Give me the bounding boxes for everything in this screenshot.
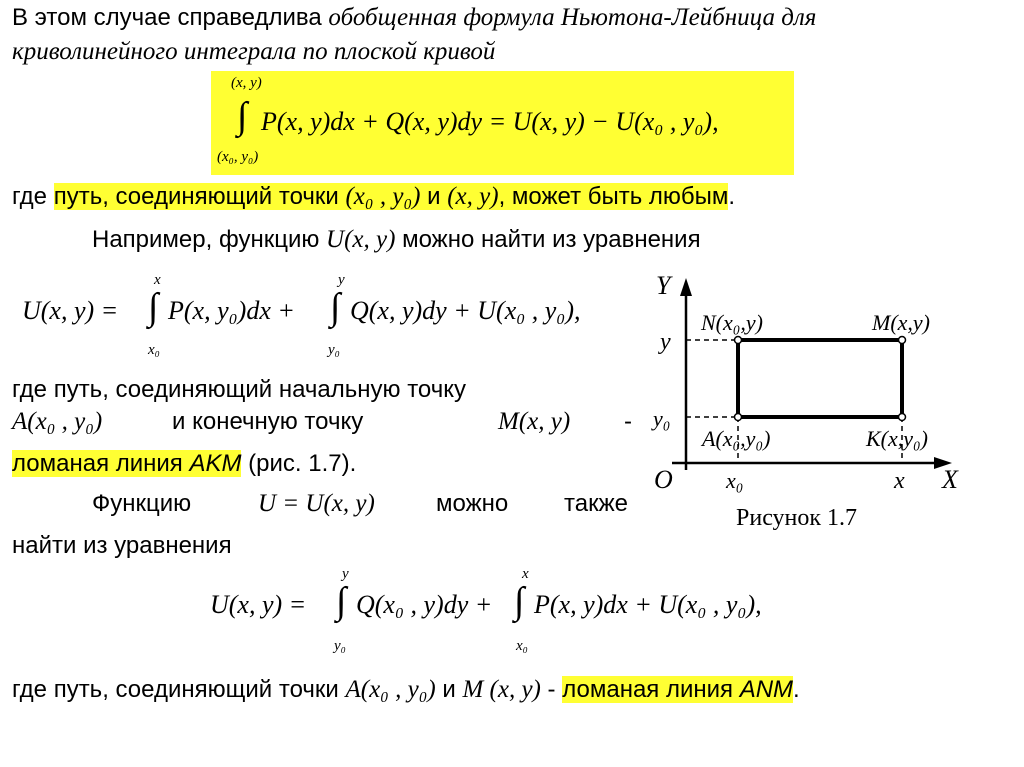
tick-y0-label: y₀ <box>653 406 671 431</box>
polyline-text: ломаная линия <box>12 450 190 477</box>
and-end-text: и конечную точку <box>172 408 364 435</box>
anm-i2-lower: x₀ <box>516 638 528 654</box>
akm-line-1: где путь, соединяющий начальную точку <box>12 376 467 403</box>
example-text: Например, функцию <box>92 226 327 253</box>
polyline-akm: AKM <box>189 450 242 477</box>
last-point-A: A(x₀ , y₀) <box>345 676 436 703</box>
akm-i2-lower: y₀ <box>328 342 340 358</box>
and-text: и <box>420 183 448 210</box>
label-M: M(x,y) <box>872 310 931 335</box>
anm-line-2: найти из уравнения <box>12 532 232 559</box>
prefix-text: где <box>12 183 54 210</box>
label-A: A(x₀,y₀) <box>702 426 771 451</box>
point-M-dot <box>899 337 906 344</box>
intro-line-2: криволинейного интеграла по плоской кривой <box>12 38 496 65</box>
func-word: Функцию <box>92 490 192 517</box>
intro-text: В этом случае справедлива <box>12 4 329 31</box>
akm-lhs: U(x, y) = <box>22 296 119 325</box>
period: . <box>728 183 736 210</box>
last-dash: - <box>540 676 563 703</box>
anm-lhs: U(x, y) = <box>210 590 307 619</box>
tick-x-label: x <box>894 468 905 494</box>
point-M: M(x, y) <box>498 408 571 435</box>
formula-anm: U(x, y) = y ∫ y₀ Q(x₀ , y)dy + x ∫ x₀ P(x, y)dx + U(x₀ , y₀), <box>210 566 762 654</box>
upper-limit: (x, y) <box>231 75 262 91</box>
point-A: A(x₀ , y₀) <box>12 408 103 435</box>
anm-i2-expr: P(x, y)dx + U(x₀ , y₀), <box>534 590 762 619</box>
akm-i2-expr: Q(x, y)dy + U(x₀ , y₀), <box>350 296 581 325</box>
origin-label: O <box>654 465 673 494</box>
akm-i1-expr: P(x, y₀)dx + <box>168 296 295 325</box>
label-N: N(x₀,y) <box>701 310 764 335</box>
last-polyline-text: ломаная линия <box>562 676 740 703</box>
also-word: также <box>564 490 628 517</box>
example-tail: можно найти из уравнения <box>395 226 701 253</box>
axis-y-label: Y <box>656 271 671 300</box>
last-point-M: M (x, y) <box>462 676 541 703</box>
highlight-path: путь, соединяющий точки <box>53 183 346 210</box>
anm-func: U = U(x, y) <box>258 490 375 517</box>
integral-sign: ∫ <box>237 95 248 137</box>
tick-x0-label: x₀ <box>726 468 744 493</box>
formula-akm: U(x, y) = x ∫ x₀ P(x, y₀)dx + y ∫ y₀ Q(x, y)dy + U(x₀ , y₀), <box>22 272 581 358</box>
point-xy: (x, y) <box>447 183 499 210</box>
can-word: можно <box>436 490 509 517</box>
dash: - <box>624 408 632 435</box>
y-axis-arrow <box>680 278 692 296</box>
last-text: где путь, соединяющий точки <box>12 676 346 703</box>
axis-x-label: X <box>942 465 958 494</box>
rectangle-path <box>738 340 902 417</box>
anm-i1-upper: y <box>342 566 349 582</box>
point-K <box>899 414 906 421</box>
figure-ref: (рис. 1.7). <box>241 450 357 477</box>
point-A-dot <box>735 414 742 421</box>
tick-y-label: y <box>660 329 671 355</box>
intro-italic-1: обобщенная формула Ньютона-Лейбница для <box>328 4 817 31</box>
main-expression: P(x, y)dx + Q(x, y)dy = U(x, y) − U(x₀ , y₀), <box>261 107 719 136</box>
point-x0y0: (x₀ , y₀) <box>345 183 421 210</box>
last-period: . <box>793 676 800 703</box>
lower-limit: (x₀, y₀) <box>217 149 259 165</box>
last-and: и <box>435 676 463 703</box>
polyline-anm: ANM <box>739 676 794 703</box>
figure-caption: Рисунок 1.7 <box>736 505 858 531</box>
anm-i1-lower: y₀ <box>334 638 346 654</box>
may-be-text: , может быть <box>498 183 649 210</box>
anm-i1-expr: Q(x₀ , y)dy + <box>356 590 493 619</box>
example-func: U(x, y) <box>326 226 396 253</box>
akm-i1-upper: x <box>154 272 161 288</box>
akm-i2-upper: y <box>338 272 345 288</box>
label-K: K(x,y₀) <box>866 426 929 451</box>
any-word: любым <box>648 183 729 210</box>
point-N <box>735 337 742 344</box>
akm-i1-lower: x₀ <box>148 342 160 358</box>
anm-i2-upper: x <box>522 566 529 582</box>
